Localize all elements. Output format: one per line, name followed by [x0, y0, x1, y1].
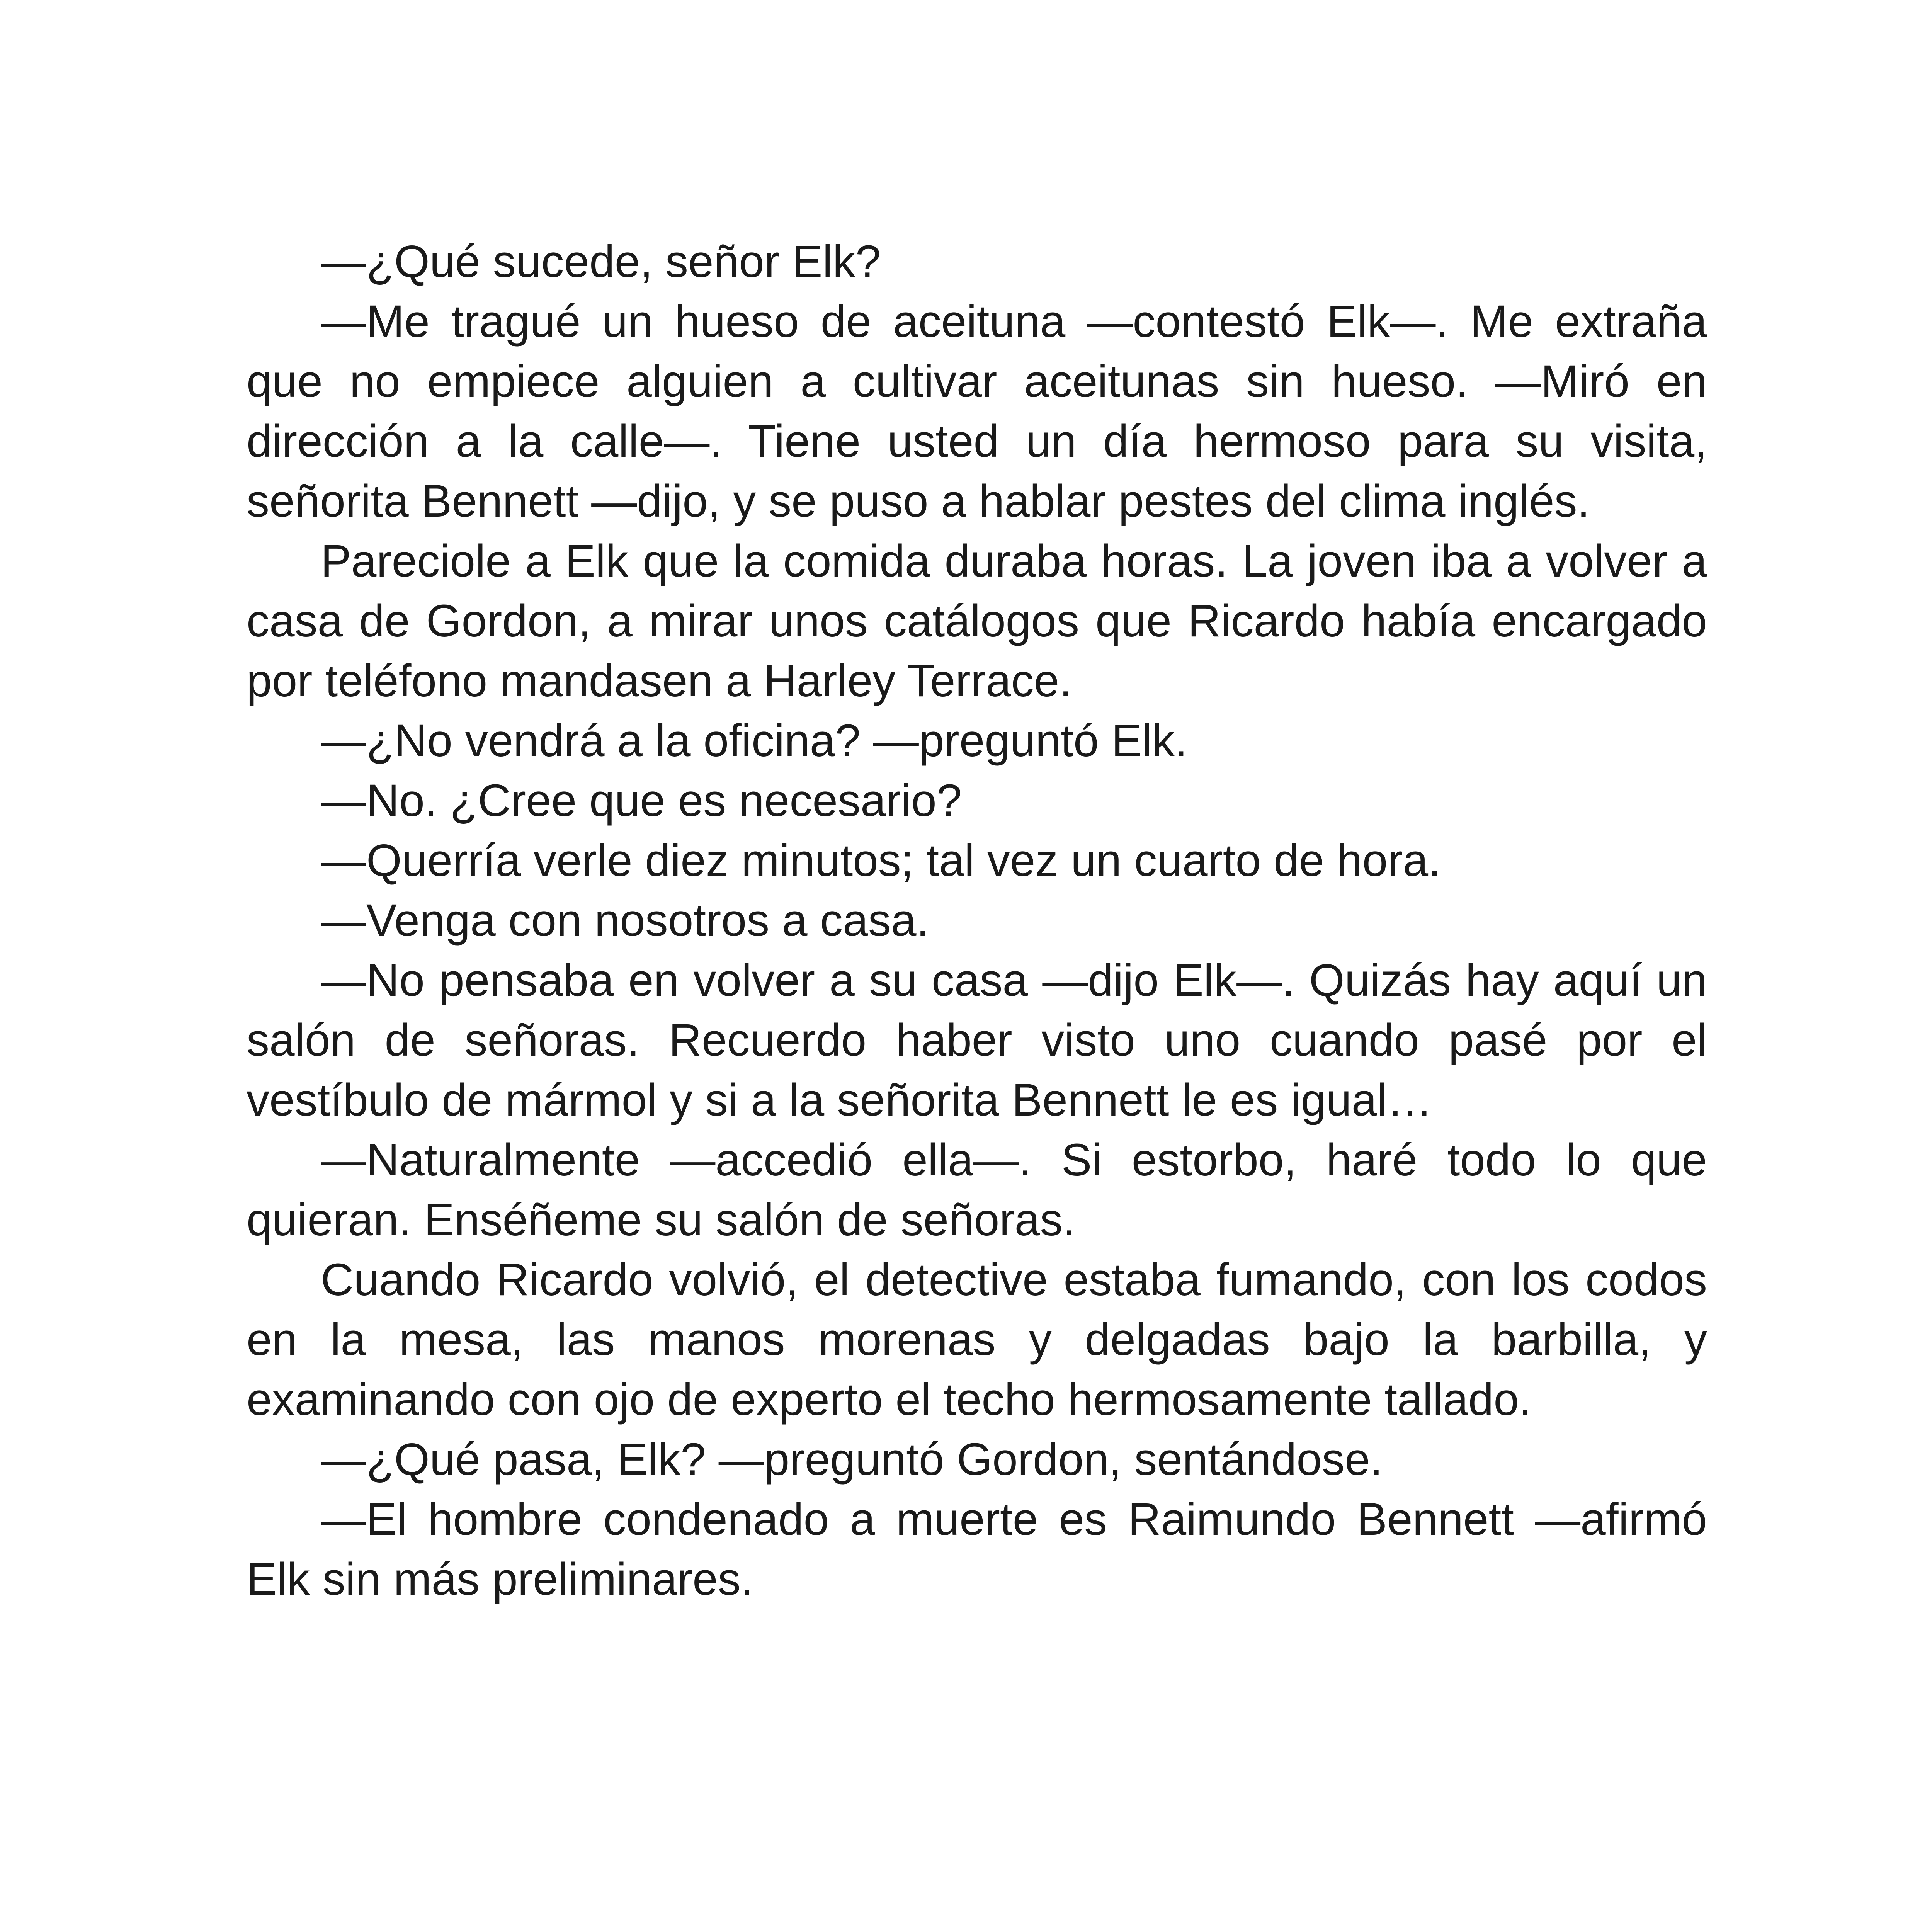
- paragraph: —¿Qué sucede, señor Elk?: [321, 236, 881, 287]
- paragraph: —¿Qué pasa, Elk? —preguntó Gordon, sentándose.: [321, 1434, 1383, 1485]
- paragraph: —Querría verle diez minutos; tal vez un cuarto de hora.: [321, 835, 1441, 886]
- paragraph: —Venga con nosotros a casa.: [321, 895, 929, 946]
- paragraph: —El hombre condenado a muerte es Raimundo Bennett —afirmó Elk sin más preliminares.: [247, 1494, 1707, 1605]
- paragraph: —No pensaba en volver a su casa —dijo Elk—. Quizás hay aquí un salón de señoras. Recuerdo haber visto uno cuando pasé por el vestíbulo de mármol y si a la señorita Bennett le es igual…: [247, 955, 1707, 1126]
- paragraph: Cuando Ricardo volvió, el detective estaba fumando, con los codos en la mesa, las manos morenas y delgadas bajo la barbilla, y examinando con ojo de experto el techo hermosamente tallado.: [247, 1254, 1707, 1425]
- paragraph: —Naturalmente —accedió ella—. Si estorbo, haré todo lo que quieran. Enséñeme su salón de señoras.: [247, 1134, 1707, 1245]
- paragraph: —Me tragué un hueso de aceituna —contestó Elk—. Me extraña que no empiece alguien a cultivar aceitunas sin hueso. —Miró en dirección a la calle—. Tiene usted un día hermoso para su visita, señorita Bennett —dijo, y se puso a hablar pestes del clima inglés.: [247, 296, 1707, 527]
- paragraph: Pareciole a Elk que la comida duraba horas. La joven iba a volver a casa de Gordon, a mirar unos catálogos que Ricardo había encargado por teléfono mandasen a Harley Terrace.: [247, 536, 1707, 706]
- paragraph: —No. ¿Cree que es necesario?: [321, 775, 962, 826]
- body-text: [247, 232, 1707, 1609]
- paragraph: —¿No vendrá a la oficina? —preguntó Elk.: [321, 715, 1188, 766]
